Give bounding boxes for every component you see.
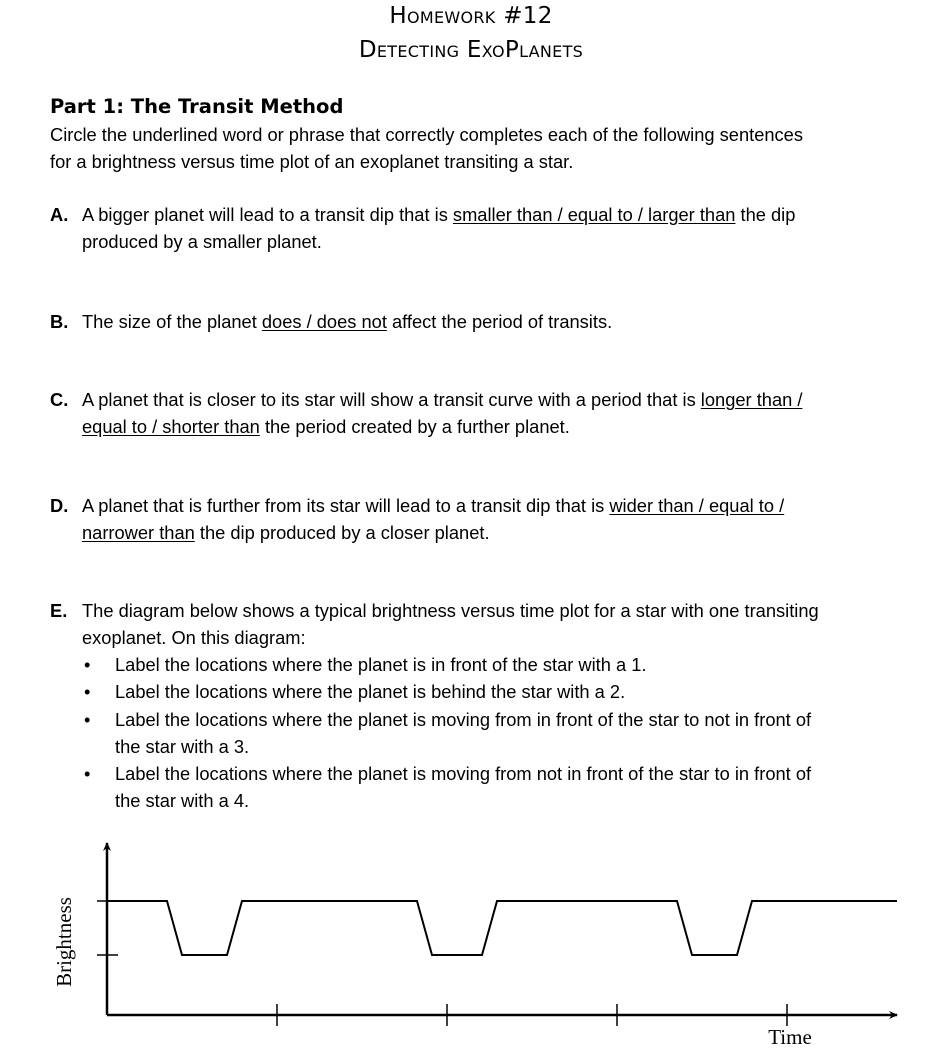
question-d-options-part-1[interactable]: wider than / equal to / [609,495,785,516]
question-a-text-end: the dip [735,204,796,225]
question-b-options[interactable]: does / does not [261,311,387,332]
question-d-text-end: the dip produced by a closer planet. [194,522,490,543]
question-e-letter: E. [50,600,68,621]
homework-subtitle: Detecting ExoPlanets [358,37,584,63]
instructions-line-2: for a brightness versus time plot of an exoplanet transiting a star. [50,151,574,172]
homework-title: Homework #12 [389,3,553,29]
x-axis-label: Time [768,1025,812,1049]
question-d-text: A planet that is further from its star will lead to a transit dip that is [82,495,610,516]
question-c-options-part-1[interactable]: longer than / [700,389,803,410]
question-c-options-part-2[interactable]: equal to / shorter than [82,416,260,437]
question-b-text: The size of the planet [82,311,262,332]
brightness-curve [107,901,897,955]
bullet-1-text: Label the locations where the planet is in front of the star with a 1. [115,654,647,675]
bullet-dot-icon: • [84,763,91,784]
instructions-line-1: Circle the underlined word or phrase that correctly completes each of the following sentences [50,124,803,145]
question-d-options-part-2[interactable]: narrower than [82,522,195,543]
bullet-4-text-line-1: Label the locations where the planet is moving from not in front of the star to in front of [115,763,812,784]
bullet-4-text-line-2: the star with a 4. [115,790,250,811]
y-axis-label: Brightness [52,897,76,987]
part-1-title: Part 1: The Transit Method [50,95,344,118]
question-a-options[interactable]: smaller than / equal to / larger than [452,204,736,225]
bullet-dot-icon: • [84,709,91,730]
question-e-line-1: The diagram below shows a typical brightness versus time plot for a star with one transiting [82,600,819,621]
bullet-dot-icon: • [84,681,91,702]
question-c-text-end: the period created by a further planet. [259,416,570,437]
question-a-letter: A. [50,204,69,225]
question-c-text: A planet that is closer to its star will show a transit curve with a period that is [82,389,701,410]
bullet-2-text: Label the locations where the planet is behind the star with a 2. [115,681,626,702]
question-b-text-end: affect the period of transits. [386,311,613,332]
bullet-3-text-line-1: Label the locations where the planet is moving from in front of the star to not in front of [115,709,812,730]
question-e-line-2: exoplanet. On this diagram: [82,627,306,648]
bullet-3-text-line-2: the star with a 3. [115,736,250,757]
question-c-letter: C. [50,389,69,410]
question-a-text: A bigger planet will lead to a transit dip that is [82,204,453,225]
bullet-dot-icon: • [84,654,91,675]
question-d-letter: D. [50,495,69,516]
question-b-letter: B. [50,311,69,332]
question-a-line-2: produced by a smaller planet. [82,231,322,252]
